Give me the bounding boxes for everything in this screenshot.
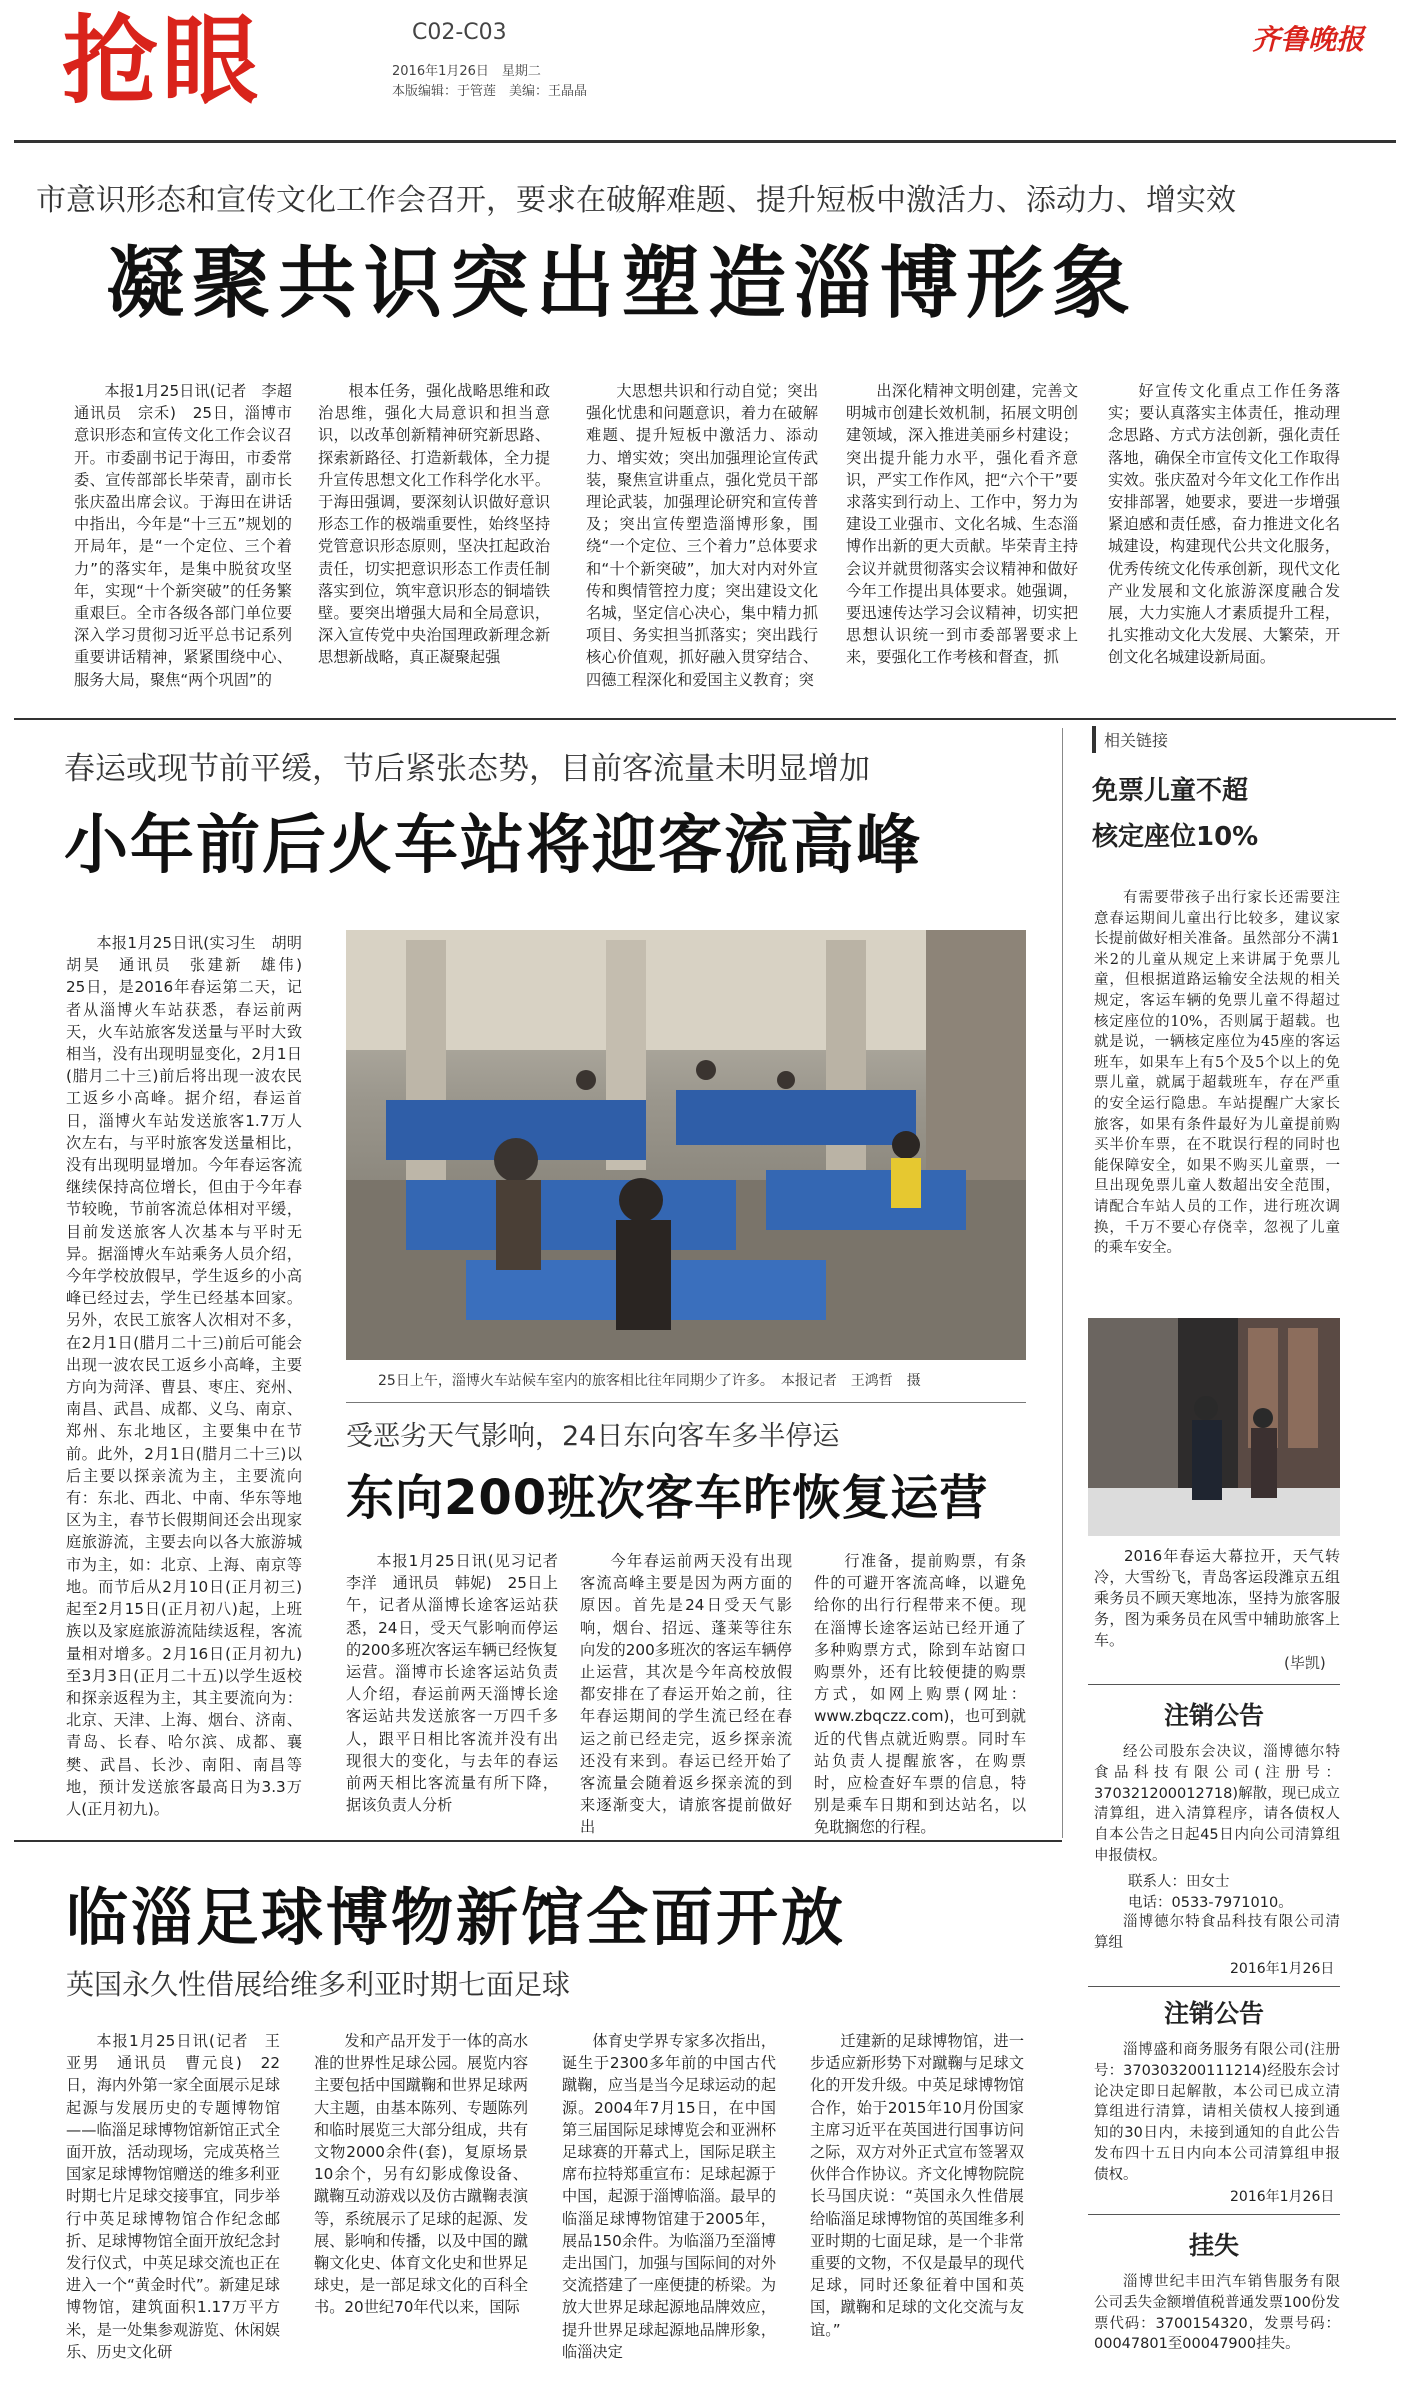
sidebar-rule-2 (1088, 1986, 1340, 1987)
snow-photo-credit: (毕凯) (1284, 1654, 1326, 1672)
story2-kicker: 春运或现节前平缓，节后紧张态势，目前客流量未明显增加 (64, 751, 870, 787)
free-child-headline-line2: 核定座位10% (1092, 822, 1259, 852)
story1-col4: 出深化精神文明创建，完善文明城市创建长效机制，拓展文明创建领域，深入推进美丽乡村建设；突出提升能力水平，强化看齐意识，严实工作作风，把“六个干”要求落实到行动上、工作中，努力为建设工业强市、文化名城、生态淄博作出新的更大贡献。毕荣青主持会议并就贯彻落实会议精神和做好今年工作提出具体要求。她强调，要迅速传达学习会议精神，切实把思想认识统一到市委部署要求上来，要强化工作考核和督查，抓 (846, 382, 1078, 667)
story1-col1: 本报1月25日讯(记者 李超 通讯员 宗禾) 25日，淄博市意识形态和宣传文化工作会议召开。市委副书记于海田，市委常委、宣传部部长毕荣青，副市长张庆盈出席会议。于海田在讲话中指出，今年是“十三五”规划的开局年，是“一个定位、三个着力”的落实年，是集中脱贫攻坚年，实现“十个新突破”的任务繁重艰巨。全市各级各部门单位要深入学习贯彻习近平总书记系列重要讲话精神，紧紧围绕中心、服务大局，聚焦“两个巩固”的 (74, 382, 308, 689)
story3-kicker: 受恶劣天气影响，24日东向客车多半停运 (346, 1421, 840, 1452)
notice2-body: 淄博盛和商务服务有限公司(注册号：370303200111214)经股东会讨论决定即日起解散，本公司已成立清算组进行清算，请相关债权人接到通知的30日内，未接到通知的自此公告发布四十五日内向本公司清算组申报债权。 (1094, 2042, 1340, 2183)
sidebar-rule-1 (1088, 1684, 1340, 1685)
story2-headline: 小年前后火车站将迎客流高峰 (64, 809, 922, 883)
story2-inner-rule (346, 1402, 1026, 1403)
free-child-headline-line1: 免票儿童不超 (1092, 776, 1249, 806)
notice1-title: 注销公告 (1163, 1701, 1264, 1730)
notice1-body: 经公司股东会决议，淄博德尔特食品科技有限公司(注册号：370321200012718)解散，现已成立清算组，进入清算程序，请各债权人自本公告之日起45日内向公司清算组申报债权。 (1094, 1744, 1340, 1864)
notice2-title: 注销公告 (1163, 1999, 1264, 2028)
story2-body: 本报1月25日讯(实习生 胡明 胡昊 通讯员 张建新 雄伟) 25日，是2016年春运第二天，记者从淄博火车站获悉，春运前两天，火车站旅客发送量与平时大致相当，没有出现明显变化，2月1日(腊月二十三)前后将出现一波农民工返乡小高峰。据介绍，春运首日，淄博火车站发送旅客1.7万人次左右，与平时旅客发送量相比，没有出现明显增加。今年春运客流继续保持高位增长，但由于今年春节较晚，节前客流总体相对平缓，目前发送旅客人次基本与平时无异。据淄博火车站乘务人员介绍，今年学校放假早，学生返乡的小高峰已经过去，学生已经基本回家。另外，农民工旅客人次相对不多，在2月1日(腊月二十三)前后可能会出现一波农民工返乡小高峰，主要方向为菏泽、曹县、枣庄、兖州、南昌、武昌、成都、义乌、南京、郑州、东北地区，主要集中在节前。此外，2月1日(腊月二十三)以后主要以探亲流为主，主要流向有：东北、西北、中南、华东等地区为主，春节长假期间还会出现家庭旅游流，主要去向以各大旅游城市为主，如：北京、上海、南京等地。而节后从2月10日(正月初三)起至2月15日(正月初八)起，上班族以及家庭旅游流陆续返程，客流量相对增多。2月16日(正月初九)至3月3日(正月二十五)以学生返校和探亲返程为主，其主要流向为：北京、天津、上海、烟台、济南、青岛、长春、哈尔滨、成都、襄樊、武昌、长沙、南阳、南昌等地，预计发送旅客最高日为3.3万人(正月初九)。 (66, 934, 318, 1818)
notice1-signer: 淄博德尔特食品科技有限公司清算组 (1094, 1914, 1340, 1951)
story1-headline: 凝聚共识突出塑造淄博形象 (106, 239, 1139, 329)
notice2-date: 2016年1月26日 (1230, 2189, 1335, 2205)
left-column-divider (1062, 728, 1063, 1838)
editor-line: 本版编辑：于管莲 美编：王晶晶 (392, 84, 588, 99)
snow-photo-illustration (1088, 1318, 1340, 1536)
story4-col2: 发和产品开发于一体的高水准的世界性足球公园。展览内容主要包括中国蹴鞠和世界足球两大主题，由基本陈列、专题陈列和临时展览三大部分组成，共有文物2000余件(套)，复原场景10余个，另有幻影成像设备、蹴鞠互动游戏以及仿古蹴鞠表演等，系统展示了足球的起源、发展、影响和传播，以及中国的蹴鞠文化史、体育文化史和世界足球史，是一部足球文化的百科全书。20世纪70年代以来，国际 (314, 2032, 528, 2317)
story3-col2: 今年春运前两天没有出现客流高峰主要是因为两方面的原因。首先是24日受天气影响，烟台、招远、蓬莱等往东向发的200多班次的客运车辆停止运营，其次是今年高校放假都安排在了春运开始之前，往年春运期间的学生流已经在春运之前已经走完，返乡探亲流还没有来到。春运已经开始了客流量会随着返乡探亲流的到来逐渐变大，请旅客提前做好出 (580, 1552, 792, 1837)
story4-headline: 临淄足球博物新馆全面开放 (66, 1881, 847, 1954)
story1-rule (14, 718, 1396, 720)
story3-headline: 东向200班次客车昨恢复运营 (346, 1470, 989, 1526)
story4-col4: 迁建新的足球博物馆，进一步适应新形势下对蹴鞠与足球文化的开发升级。中英足球博物馆合作，始于2015年10月份国家主席习近平在英国进行国事访问之际，双方对外正式宣布签署双伙伴合作协议。齐文化博物院院长马国庆说：“英国永久性借展给临淄足球博物馆的英国维多利亚时期的七面足球，是一个非常重要的文物，不仅是最早的现代足球，同时还象征着中国和英国，蹴鞠和足球的文化交流与友谊。” (810, 2032, 1024, 2339)
story1-col3: 大思想共识和行动自觉；突出强化忧患和问题意识，着力在破解难题、提升短板中激活力、添动力、增实效；突出加强理论宣传武装，聚焦宣讲重点，强化党员干部理论武装，加强理论研究和宣传普及；突出宣传塑造淄博形象，围绕“一个定位、三个着力”总体要求和“十个新突破”，加大对内对外宣传和舆情管控力度；突出建设文化名城，坚定信心决心，集中精力抓项目、务实担当抓落实；突出践行核心价值观，抓好融入贯穿结合、四德工程深化和爱国主义教育；突 (586, 382, 818, 689)
story4-col1: 本报1月25日讯(记者 王亚男 通讯员 曹元良) 22日，海内外第一家全面展示足球起源与发展历史的专题博物馆——临淄足球博物馆新馆正式全面开放，活动现场，完成英格兰国家足球博物馆赠送的维多利亚时期七片足球交接事宜，同步举行中英足球博物馆合作纪念邮折、足球博物馆全面开放纪念封发行仪式，中英足球交流也正在进入一个“黄金时代”。新建足球博物馆，建筑面积1.17万平方米，是一处集参观游览、休闲娱乐、历史文化研 (66, 2032, 280, 2361)
station-photo-caption: 25日上午，淄博火车站候车室内的旅客相比往年同期少了许多。 本报记者 王鸿哲 摄 (378, 1373, 921, 1389)
paper-logo: 齐鲁晚报 (1252, 23, 1365, 56)
notice1-contact: 联系人：田女士 (1128, 1874, 1230, 1890)
story3-col3: 行准备，提前购票，有条件的可避开客流高峰，以避免给你的出行行程带来不便。现在淄博长途客运站已经开通了多种购票方式，除到车站窗口购票外，还有比较便捷的购票方式，如网上购票(网址：www.zbqczz.com)，也可到就近的代售点就近购票。同时车站负责人提醒旅客，在购票时，应检查好车票的信息，特别是乘车日期和到达站名，以免耽搁您的行程。 (814, 1552, 1026, 1837)
notice3-body: 淄博世纪丰田汽车销售服务有限公司丢失金额增值税普通发票100份发票代码：3700154320，发票号码：00047801至00047900挂失。 (1094, 2274, 1340, 2353)
date-line: 2016年1月26日 星期二 (392, 64, 541, 79)
notice1-phone: 电话：0533-7971010。 (1128, 1895, 1293, 1911)
snow-platform-photo (1088, 1318, 1340, 1536)
story3-rule (14, 1840, 1062, 1842)
station-photo-illustration (346, 930, 1026, 1360)
page-numbers: C02-C03 (412, 20, 507, 45)
sidebar-rule-3 (1088, 2214, 1340, 2215)
story4-subhead: 英国永久性借展给维多利亚时期七面足球 (66, 1968, 571, 2001)
notice1-date: 2016年1月26日 (1230, 1961, 1335, 1977)
story1-kicker: 市意识形态和宣传文化工作会召开，要求在破解难题、提升短板中激活力、添动力、增实效 (36, 183, 1236, 218)
story1-col5: 好宣传文化重点工作任务落实；要认真落实主体责任，推动理念思路、方式方法创新，强化责任落地，确保全市宣传文化工作取得实效。张庆盈对今年文化工作作出安排部署，她要求，要进一步增强紧迫感和责任感，奋力推进文化名城建设，构建现代公共文化服务，优秀传统文化传承创新，现代文化产业发展和文化旅游深度融合发展，大力实施人才素质提升工程，扎实推动文化大发展、大繁荣，开创文化名城建设新局面。 (1108, 382, 1340, 667)
notice3-title: 挂失 (1188, 2231, 1239, 2260)
section-title: 抢眼 (62, 5, 262, 117)
story1-col2: 根本任务，强化战略思维和政治思维，强化大局意识和担当意识，以改革创新精神研究新思路、探索新路径、打造新载体，全力提升宣传思想文化工作科学化水平。于海田强调，要深刻认识做好意识形态工作的极端重要性，始终坚持党管意识形态原则，坚决扛起政治责任，切实把意识形态工作责任制落实到位，筑牢意识形态的铜墙铁壁。要突出增强大局和全局意识，深入宣传党中央治国理政新理念新思想新战略，真正凝聚起强 (318, 382, 550, 667)
free-child-body: 有需要带孩子出行家长还需要注意春运期间儿童出行比较多，建议家长提前做好相关准备。虽然部分不满1米2的儿童从规定上来讲属于免票儿童，但根据道路运输安全法规的相关规定，客运车辆的免票儿童不得超过核定座位的10%，否则属于超载。也就是说，一辆核定座位为45座的客运班车，如果车上有5个及5个以上的免票儿童，就属于超载班车，存在严重的安全运行隐患。车站提醒广大家长旅客，如果有条件最好为儿童提前购买半价车票，在不耽误行程的同时也能保障安全，如果不购买儿童票，一旦出现免票儿童人数超出安全范围，请配合车站人员的工作，进行班次调换，千万不要心存侥幸，忽视了儿童的乘车安全。 (1094, 890, 1340, 1257)
story3-col1: 本报1月25日讯(见习记者 李洋 通讯员 韩妮) 25日上午，记者从淄博长途客运站获悉，24日，受天气影响而停运的200多班次客运车辆已经恢复运营。淄博市长途客运站负责人介绍，春运前两天淄博长途客运站共发送旅客一万四千多人，跟平日相比客流并没有出现很大的变化，与去年的春运前两天相比客流量有所下降，据该负责人分析 (346, 1552, 574, 1815)
story4-col3: 体育史学界专家多次指出，诞生于2300多年前的中国古代蹴鞠，应当是当今足球运动的起源。2004年7月15日，在中国第三届国际足球博览会和亚洲杯足球赛的开幕式上，国际足联主席布拉特郑重宣布：足球起源于中国，起源于淄博临淄。最早的临淄足球博物馆建于2005年，展品150余件。为临淄乃至淄博走出国门，加强与国际间的对外交流搭建了一座便捷的桥梁。为放大世界足球起源地品牌效应，提升世界足球起源地品牌形象，临淄决定 (562, 2032, 776, 2361)
masthead-rule (14, 140, 1396, 143)
snow-photo-caption: 2016年春运大幕拉开，天气转冷，大雪纷飞，青岛客运段潍京五组乘务员不顾天寒地冻，坚持为旅客服务，图为乘务员在风雪中辅助旅客上车。 (1094, 1547, 1340, 1649)
related-link-label: 相关链接 (1092, 726, 1176, 753)
station-waiting-room-photo (346, 930, 1026, 1360)
